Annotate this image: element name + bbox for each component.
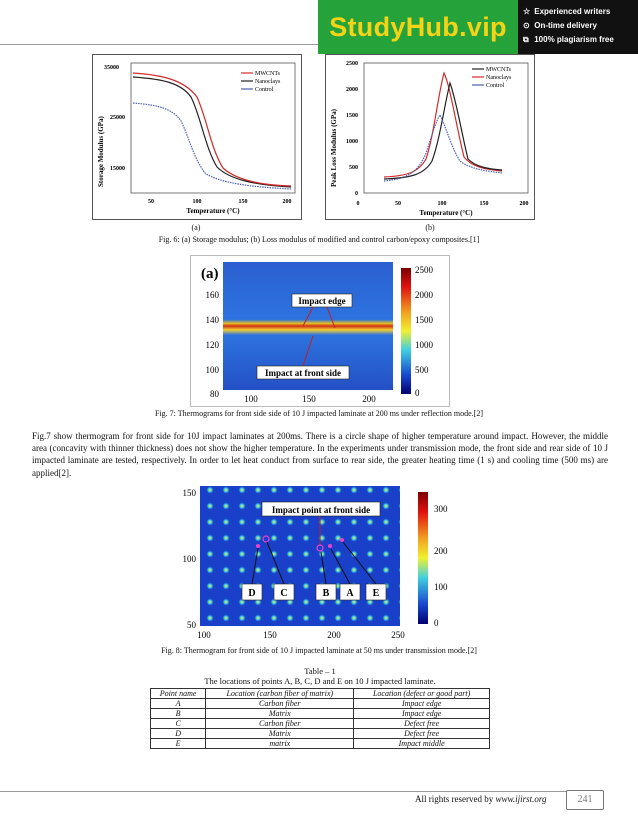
fig6a-sublabel: (a) <box>191 223 201 232</box>
page-number: 241 <box>566 790 604 810</box>
feature-list <box>518 0 638 54</box>
table-row <box>151 729 490 739</box>
table-cell: Defect free <box>354 719 490 729</box>
legend-label: MWCNTs <box>486 67 511 73</box>
x-tick-label: 200 <box>362 394 376 404</box>
y-tick-label: 80 <box>210 389 219 399</box>
fig8-svg <box>170 482 470 642</box>
star-icon: ☆ <box>523 7 531 16</box>
annotation-impact-front: Impact at front side <box>264 368 342 378</box>
point-label-d: D <box>248 588 256 599</box>
control-curve <box>133 103 291 189</box>
legend-label: MWCNTs <box>255 71 280 77</box>
y-tick-label: 160 <box>205 290 219 300</box>
x-tick-label: 100 <box>437 201 447 207</box>
x-tick-label: 150 <box>302 394 316 404</box>
footer-link[interactable]: www.ijirst.org <box>495 794 547 804</box>
fig7-thermogram <box>190 255 450 407</box>
y-tick-label: 500 <box>349 165 358 171</box>
feature-item: ⊙ On-time delivery <box>523 19 638 33</box>
legend-label: Control <box>486 83 505 89</box>
y-tick-label: 35000 <box>104 65 119 71</box>
x-tick-label: 150 <box>479 201 489 207</box>
table-row <box>151 719 490 729</box>
colorbar <box>401 268 411 394</box>
colorbar-tick: 200 <box>434 546 448 556</box>
legend <box>472 67 512 89</box>
y-tick-label: 2500 <box>346 61 358 67</box>
point-label-e: E <box>372 588 380 599</box>
clock-icon: ⊙ <box>523 21 530 30</box>
y-tick-label: 15000 <box>110 166 125 172</box>
x-tick-label: 50 <box>395 201 401 207</box>
x-tick-label: 0 <box>356 201 360 207</box>
marker-d <box>256 544 260 548</box>
y-axis-label: Storage Modulus (GPa) <box>97 116 105 187</box>
table-cell: Matrix <box>206 709 354 719</box>
fig8-thermogram <box>170 482 470 642</box>
table-cell: Carbon fiber <box>206 699 354 709</box>
legend-label: Control <box>255 87 274 93</box>
feature-item: ⧉ 100% plagiarism free <box>523 33 638 47</box>
panel-label: (a) <box>201 266 219 282</box>
brand-text: StudyHub.vip <box>329 11 507 42</box>
y-tick-label: 25000 <box>110 115 125 121</box>
table-cell: B <box>151 709 206 719</box>
footer-rule <box>0 791 566 792</box>
studyhub-banner[interactable] <box>318 0 638 54</box>
mwcnts-curve <box>384 83 502 179</box>
table-cell: matrix <box>206 739 354 749</box>
y-tick-label: 140 <box>205 315 219 325</box>
y-tick-label: 100 <box>205 365 219 375</box>
table-header: Location (defect or good part) <box>354 689 490 699</box>
colorbar-tick: 0 <box>434 618 439 628</box>
point-label-b: B <box>322 588 330 599</box>
x-tick-label: 200 <box>519 201 529 207</box>
y-tick-label: 0 <box>355 191 358 197</box>
table-row <box>151 709 490 719</box>
table-cell: A <box>151 699 206 709</box>
y-tick-label: 100 <box>182 554 196 564</box>
x-tick-label: 150 <box>263 630 277 640</box>
colorbar-tick: 1500 <box>415 315 433 325</box>
colorbar-tick: 2000 <box>415 290 433 300</box>
feature-item: ☆ Experienced writers <box>523 5 638 19</box>
colorbar-tick: 500 <box>415 365 429 375</box>
x-tick-label: 50 <box>148 199 154 205</box>
legend-label: Nanoclays <box>486 75 512 81</box>
table-cell: D <box>151 729 206 739</box>
legend-label: Nanoclays <box>255 79 281 85</box>
legend <box>241 71 281 93</box>
colorbar <box>418 492 428 624</box>
marker-a <box>328 544 332 548</box>
header-rule <box>0 44 318 45</box>
y-tick-label: 1500 <box>346 113 358 119</box>
copy-icon: ⧉ <box>523 35 529 44</box>
loss-modulus-svg <box>326 55 534 219</box>
point-label-a: A <box>346 588 354 599</box>
x-tick-label: 100 <box>197 630 211 640</box>
point-label-c: C <box>280 588 288 599</box>
storage-modulus-chart <box>92 54 302 220</box>
table-title: The locations of points A, B, C, D and E on 10 J impacted laminate. <box>204 676 436 686</box>
annotation-impact-point: Impact point at front side <box>271 505 371 515</box>
x-tick-label: 100 <box>192 199 202 205</box>
x-tick-label: 150 <box>238 199 248 205</box>
loss-modulus-chart <box>325 54 535 220</box>
x-tick-label: 250 <box>391 630 405 640</box>
marker-e <box>340 538 344 542</box>
y-tick-label: 1000 <box>346 139 358 145</box>
y-tick-label: 2000 <box>346 87 358 93</box>
fig6-caption: Fig. 6: (a) Storage modulus; (b) Loss modulus of modified and control carbon/epoxy composites.[1] <box>158 235 480 244</box>
y-tick-label: 120 <box>205 340 219 350</box>
fig7-svg <box>191 256 449 406</box>
table-cell: C <box>151 719 206 729</box>
y-tick-label: 150 <box>182 488 196 498</box>
colorbar-tick: 2500 <box>415 265 433 275</box>
x-axis-label: Temperature (°C) <box>419 209 473 217</box>
fig6b-sublabel: (b) <box>425 223 435 232</box>
table-cell: Impact edge <box>354 699 490 709</box>
table-cell: E <box>151 739 206 749</box>
table-header: Point name <box>151 689 206 699</box>
studyhub-logo[interactable] <box>318 0 518 54</box>
table-cell: Carbon fiber <box>206 719 354 729</box>
table-cell: Impact middle <box>354 739 490 749</box>
mwcnts-curve <box>133 77 291 187</box>
nanoclays-curve <box>384 73 502 177</box>
x-tick-label: 200 <box>282 199 292 205</box>
x-axis-label: Temperature (°C) <box>186 207 240 215</box>
colorbar-tick: 100 <box>434 582 448 592</box>
colorbar-tick: 300 <box>434 504 448 514</box>
annotation-impact-edge: Impact edge <box>298 296 346 306</box>
y-tick-label: 50 <box>187 620 196 630</box>
table-cell: Defect free <box>354 729 490 739</box>
locations-table <box>150 688 490 749</box>
y-axis-label: Peak Loss Modulus (GPa) <box>330 109 338 187</box>
x-tick-label: 200 <box>327 630 341 640</box>
table-header: Location (carbon fiber of matrix) <box>206 689 354 699</box>
body-paragraph: Fig.7 show thermogram for front side for 10J impact laminates at 200ms. There is a circle shape of higher temperature around impact. However, the middle area (concavity with thinner thickness) does not show the higher temperature. In the experiments under transmission mode, the front side and rear side of 10 J impacted laminate are tested, respectively. In order to let heat conduct from surface to rear side, the greater heating time (1 s) and cooling time (500 ms) are applied[2]. <box>32 431 608 478</box>
x-tick-label: 100 <box>244 394 258 404</box>
footer-text: All rights reserved by www.ijirst.org <box>415 794 547 804</box>
fig7-caption: Fig. 7: Thermograms for front side side of 10 J impacted laminate at 200 ms under reflection mode.[2] <box>155 409 483 418</box>
fig8-caption: Fig. 8: Thermogram for front side of 10 J impacted laminate at 50 ms under transmission mode.[2] <box>161 646 477 655</box>
table-number: Table – 1 <box>304 666 336 676</box>
colorbar-tick: 0 <box>415 388 420 398</box>
storage-modulus-svg <box>93 55 301 219</box>
table-header-row <box>151 689 490 699</box>
table-row <box>151 699 490 709</box>
table-cell: Matrix <box>206 729 354 739</box>
table-row <box>151 739 490 749</box>
colorbar-tick: 1000 <box>415 340 433 350</box>
control-curve <box>384 115 502 181</box>
table-cell: Impact edge <box>354 709 490 719</box>
